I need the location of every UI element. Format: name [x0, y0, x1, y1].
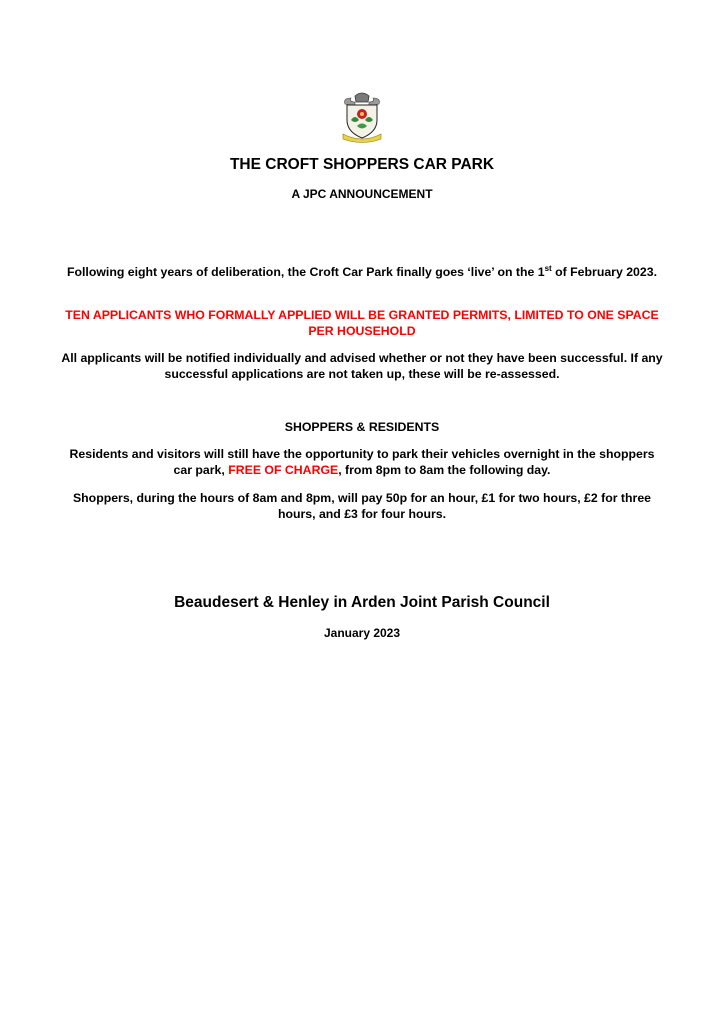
announcement-text-start: Following eight years of deliberation, the Croft Car Park finally goes ‘live’ on the 1	[66, 265, 545, 279]
residents-text-end: , from 8pm to 8am the following day.	[338, 463, 551, 477]
section-heading: SHOPPERS & RESIDENTS	[284, 420, 440, 434]
ordinal-suffix: st	[544, 263, 552, 273]
permits-notice: TEN APPLICANTS WHO FORMALLY APPLIED WILL BE GRANTED PERMITS, LIMITED TO ONE SPACE PER HOUSEHOLD	[65, 308, 659, 338]
council-name: Beaudesert & Henley in Arden Joint Parish Council	[174, 594, 550, 611]
parish-crest-icon	[339, 90, 385, 144]
applicants-paragraph: All applicants will be notified individually and advised whether or not they have been successful. If any successful applications are not taken up, these will be re-assessed.	[61, 351, 663, 381]
document-date: January 2023	[323, 626, 401, 640]
announcement-text-end: of February 2023.	[551, 265, 657, 279]
free-of-charge-highlight: FREE OF CHARGE	[228, 463, 339, 477]
announcement-paragraph	[60, 264, 664, 280]
residents-paragraph	[60, 446, 664, 478]
document-subtitle: A JPC ANNOUNCEMENT	[291, 187, 433, 201]
document-title: THE CROFT SHOPPERS CAR PARK	[229, 156, 495, 173]
shoppers-paragraph: Shoppers, during the hours of 8am and 8pm, will pay 50p for an hour, £1 for two hours, £2 for three hours, and £3 for four hours.	[72, 491, 652, 521]
residents-text-start: Residents and visitors will still have the opportunity to park their vehicles overnight in the shoppers car park,	[69, 447, 655, 477]
